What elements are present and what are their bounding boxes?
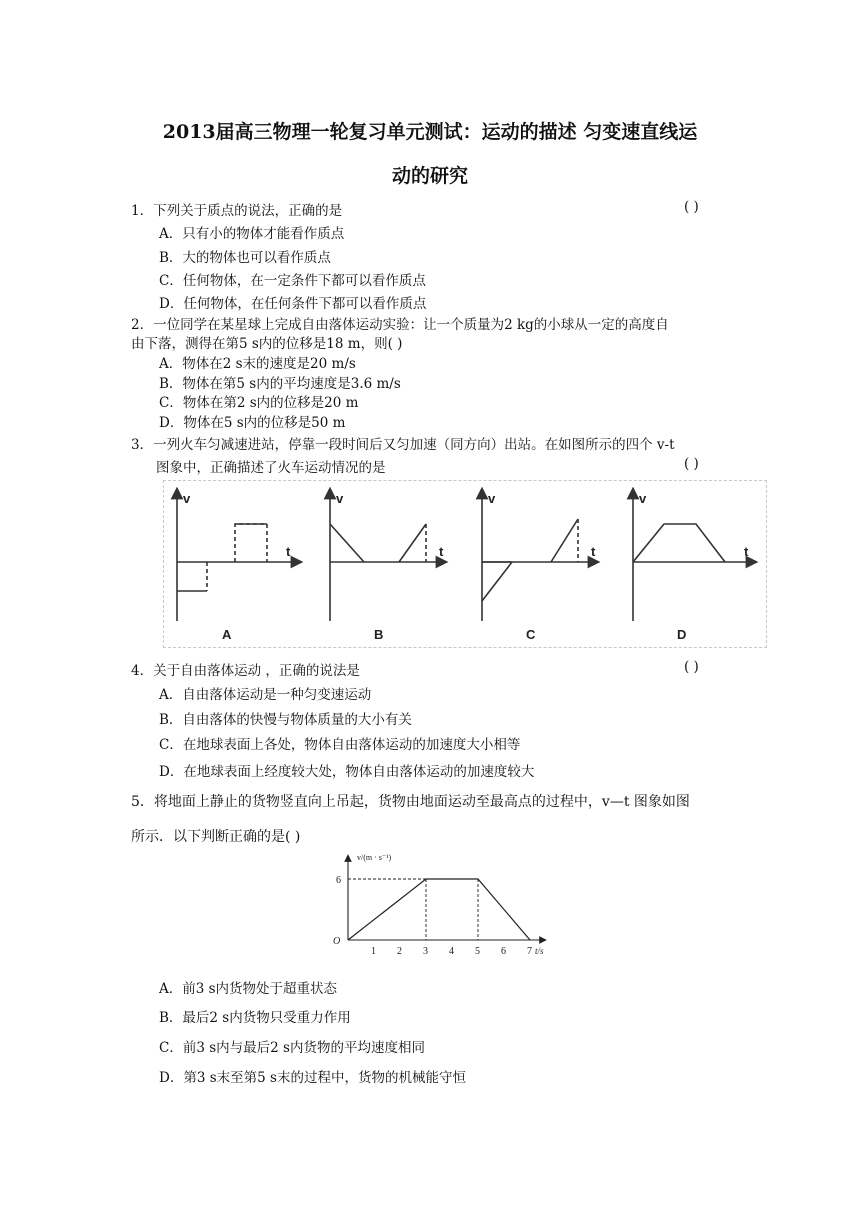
q2-option-d: D．物体在5 s内的位移是50 m [159,415,346,431]
page-title-line-1: 2013届高三物理一轮复习单元测试：运动的描述 匀变速直线运 [162,121,698,143]
q4-stem: 4．关于自由落体运动 ，正确的说法是 [131,663,360,679]
x-tick-label: 6 [501,946,506,957]
series-velocity-line [348,879,530,940]
q5-stem-line-1: 5．将地面上静止的货物竖直向上吊起，货物由地面运动至最高点的过程中，v—t 图象如图 [131,794,690,810]
x-tick-label: 2 [397,946,402,957]
graph-b-label: B [374,627,384,642]
y-tick-label: 6 [336,875,341,886]
graph-b-v-label: v [336,491,344,506]
page-title-line-2: 动的研究 [391,165,468,187]
graph-b-t-label: t [439,544,444,559]
graph-a-v-label: v [183,491,191,506]
graph-d [633,493,752,621]
graph-d-t-label: t [744,544,749,559]
q1-option-c: C．任何物体，在一定条件下都可以看作质点 [159,273,426,289]
q5-option-d: D．第3 s末至第5 s末的过程中，货物的机械能守恒 [159,1070,466,1086]
q5-option-c: C．前3 s内与最后2 s内货物的平均速度相同 [159,1040,425,1056]
q5-option-a: A．前3 s内货物处于超重状态 [159,981,338,997]
q3-answer-paren: ( ) [684,456,699,472]
q2-stem-line-2: 由下落，测得在第5 s内的位移是18 m，则( ) [131,336,403,352]
q3-vt-graphs [163,480,767,648]
q1-answer-paren: ( ) [684,199,699,215]
q1-stem: 1．下列关于质点的说法，正确的是 [131,203,343,219]
x-tick-label: 4 [449,946,454,957]
q1-option-d: D．任何物体，在任何条件下都可以看作质点 [159,296,427,312]
x-tick-label: 5 [475,946,480,957]
graph-c [482,493,594,621]
y-axis-label: v/(m · s⁻¹) [357,853,392,862]
q3-vt-graphs-svg [164,481,768,649]
graph-a-label: A [222,627,232,642]
q1-option-a: A．只有小的物体才能看作质点 [159,226,345,242]
q2-option-c: C．物体在第2 s内的位移是20 m [159,395,359,411]
q5-vt-chart-svg [330,848,560,963]
q4-option-a: A．自由落体运动是一种匀变速运动 [159,687,372,703]
q2-option-b: B．物体在第5 s内的平均速度是3.6 m/s [159,376,401,392]
q3-stem-line-1: 3．一列火车匀减速进站，停靠一段时间后又匀加速（同方向）出站。在如图所示的四个 v-t [131,437,675,453]
q2-stem-line-1: 2．一位同学在某星球上完成自由落体运动实验：让一个质量为2 kg的小球从一定的高度自 [131,317,669,333]
x-tick-label: 3 [423,946,428,957]
x-axis-label: t/s [535,946,544,956]
origin-label: O [333,936,341,947]
q5-vt-chart [330,848,560,967]
q4-option-b: B．自由落体的快慢与物体质量的大小有关 [159,712,412,728]
q4-option-d: D．在地球表面上经度较大处，物体自由落体运动的加速度较大 [159,764,535,780]
q3-stem-line-2: 图象中，正确描述了火车运动情况的是 [156,460,386,476]
graph-c-t-label: t [591,544,596,559]
q2-option-a: A．物体在2 s末的速度是20 m/s [159,356,356,372]
graph-b [330,493,442,621]
graph-c-v-label: v [488,491,496,506]
q4-option-c: C．在地球表面上各处，物体自由落体运动的加速度大小相等 [159,737,521,753]
x-tick-label: 1 [371,946,376,957]
q5-stem-line-2: 所示．以下判断正确的是( ) [131,829,301,845]
graph-a [177,493,297,621]
x-tick-label: 7 [527,946,532,957]
q4-answer-paren: ( ) [684,659,699,675]
q1-option-b: B．大的物体也可以看作质点 [159,250,331,266]
graph-d-v-label: v [639,491,647,506]
graph-d-label: D [677,627,687,642]
graph-a-t-label: t [286,544,291,559]
graph-c-label: C [526,627,536,642]
q5-option-b: B．最后2 s内货物只受重力作用 [159,1010,351,1026]
